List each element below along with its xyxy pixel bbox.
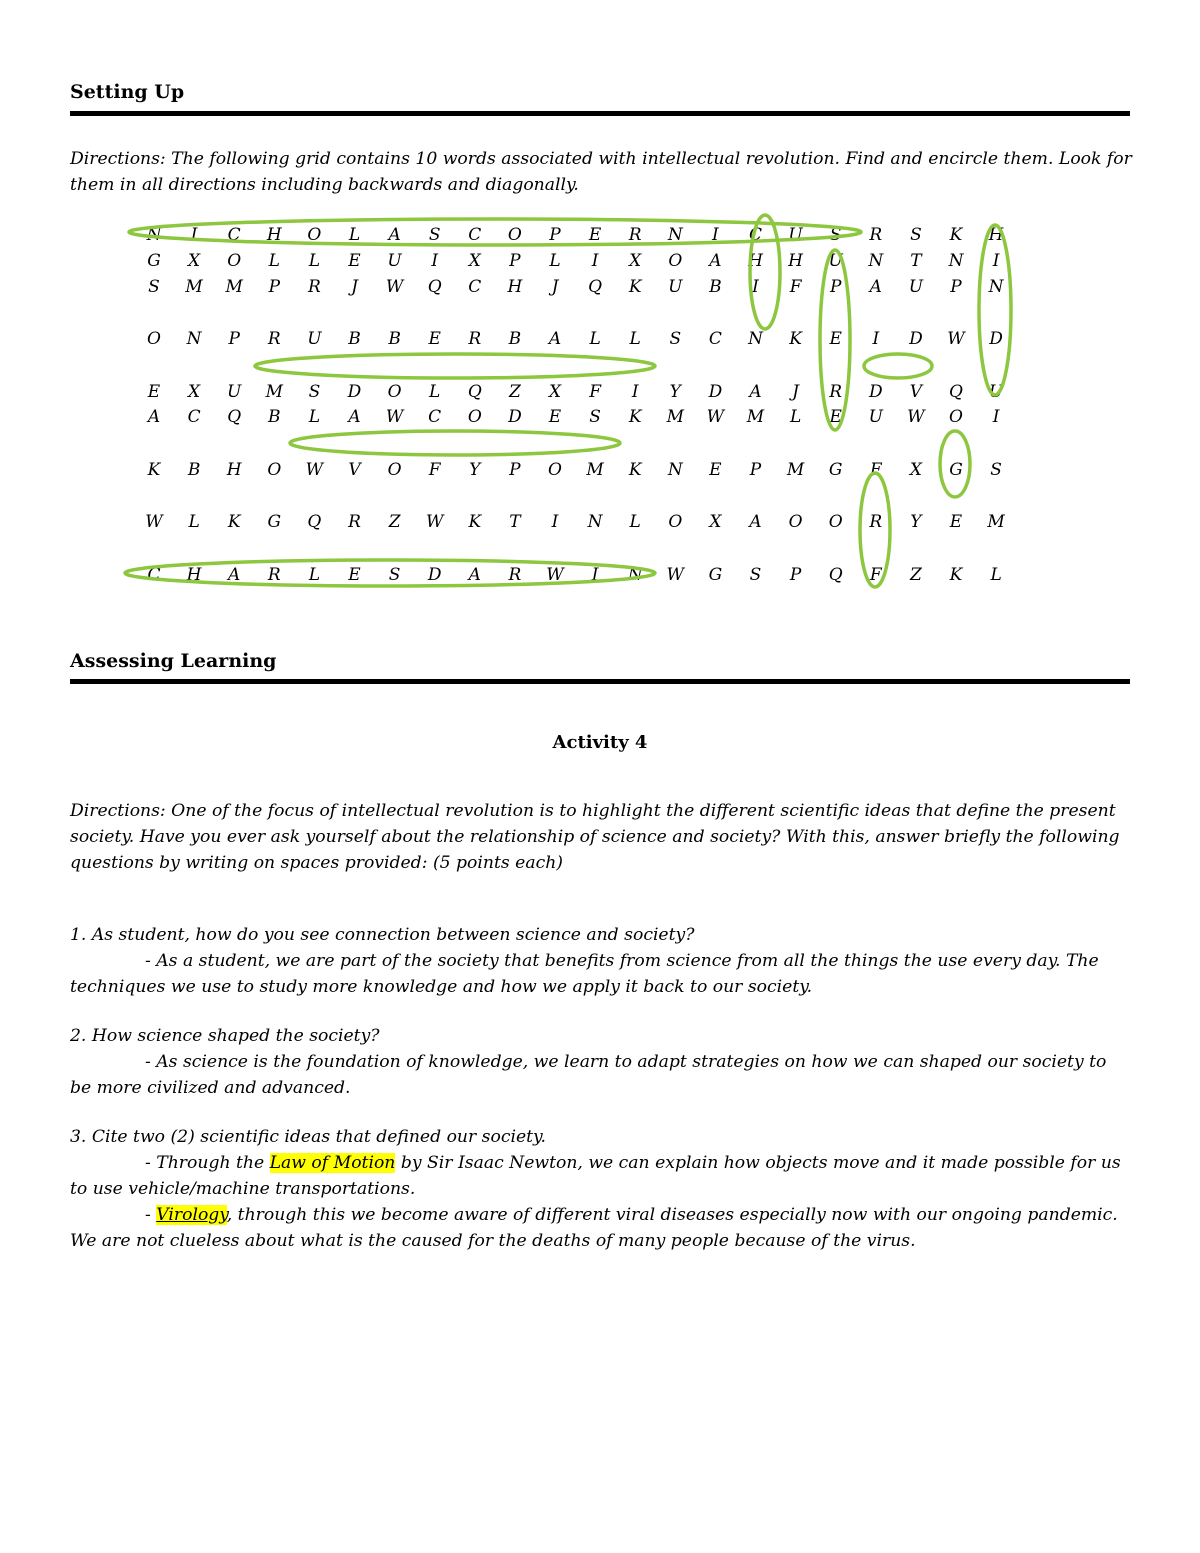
grid-letter: O [949, 407, 963, 427]
circle-id [864, 354, 932, 378]
grid-letter: R [307, 277, 321, 297]
grid-letter: X [629, 251, 642, 271]
grid-letter: P [829, 277, 842, 297]
grid-letter: W [947, 329, 965, 349]
grid-letter: X [468, 251, 481, 271]
grid-letter: S [428, 225, 441, 245]
question-text: 1. As student, how do you see connection between science and society? [70, 925, 695, 945]
grid-letter: I [591, 565, 599, 585]
grid-letter: F [869, 565, 882, 585]
grid-letter: K [147, 460, 161, 480]
grid-letter: O [828, 512, 843, 532]
grid-letter: V [348, 460, 361, 480]
grid-letter: I [992, 251, 1000, 271]
grid-letter: L [268, 251, 280, 271]
grid-letter: R [508, 565, 522, 585]
grid-letter: L [308, 565, 321, 585]
grid-letter: W [546, 565, 564, 585]
grid-letter: I [872, 329, 880, 349]
section-title-assessing-learning: Assessing Learning [70, 650, 277, 672]
grid-letter: W [907, 407, 925, 427]
grid-letter: S [589, 407, 601, 427]
grid-letter: P [228, 329, 240, 349]
grid-letter: H [988, 225, 1004, 245]
grid-letter: F [869, 460, 882, 480]
section-title-setting-up: Setting Up [70, 81, 185, 103]
grid-letter: C [227, 225, 241, 245]
grid-letter: O [507, 225, 522, 245]
grid-letter: E [147, 382, 161, 402]
grid-letter: D [347, 382, 362, 402]
grid-letter: B [709, 277, 722, 297]
grid-letter: D [508, 407, 522, 427]
grid-letter: L [308, 251, 321, 271]
grid-letter: U [988, 382, 1004, 402]
grid-letter: D [909, 329, 923, 349]
grid-letter: L [629, 329, 641, 349]
answer-rest: by Sir Isaac Newton, we can explain how objects move and it made possible for us to use vehicle/machine transportations. [70, 1153, 1121, 1199]
grid-letter: P [549, 225, 561, 245]
grid-letter: K [789, 329, 802, 349]
highlighted-term: Law of Motion [269, 1153, 396, 1173]
grid-letter: O [147, 329, 161, 349]
grid-letter: A [749, 512, 762, 532]
grid-letter: M [666, 407, 684, 427]
grid-letter: L [589, 329, 601, 349]
grid-letter: E [348, 251, 361, 271]
grid-letter: A [388, 225, 401, 245]
grid-letter: P [950, 277, 962, 297]
grid-letter: N [627, 565, 643, 585]
grid-letter: W [385, 277, 404, 297]
grid-letter: A [228, 565, 241, 585]
grid-letter: I [752, 277, 759, 297]
grid-letter: R [829, 382, 843, 402]
grid-letter: F [428, 460, 441, 480]
grid-letter: J [792, 382, 799, 402]
grid-letter: O [227, 251, 242, 271]
grid-letter: Q [588, 277, 603, 297]
grid-letter: B [187, 460, 201, 480]
grid-letter: H [266, 225, 282, 245]
grid-letter: D [708, 382, 723, 402]
grid-letter: Z [388, 512, 401, 532]
grid-letter: B [268, 407, 281, 427]
circle-charlesdarwin [125, 560, 655, 586]
grid-letter: X [548, 382, 562, 402]
grid-letter: R [628, 225, 642, 245]
grid-letter: B [508, 329, 522, 349]
grid-letter: J [551, 277, 559, 297]
activity-directions [70, 798, 1132, 876]
grid-letter: Q [427, 277, 442, 297]
grid-letter: M [987, 512, 1005, 532]
grid-letter: U [668, 277, 683, 297]
grid-letter: P [509, 460, 521, 480]
circle-rf [860, 473, 890, 587]
grid-letter: C [468, 225, 482, 245]
answer-text: - As science is the foundation of knowledge, we learn to adapt strategies on how we can shaped our society to be more civilized and advanced. [70, 1052, 1107, 1098]
grid-letter: M [265, 382, 283, 402]
question-text: 2. How science shaped the society? [70, 1026, 380, 1046]
section-rule [70, 679, 1130, 684]
grid-letter: I [992, 407, 1000, 427]
grid-letter: E [829, 329, 842, 349]
grid-letter: C [428, 407, 442, 427]
circle-lawcodes [290, 431, 620, 455]
grid-letter: Q [227, 407, 242, 427]
grid-letter: U [227, 382, 242, 402]
grid-letter: K [628, 407, 642, 427]
grid-letter: M [185, 277, 203, 297]
grid-letter: L [549, 251, 561, 271]
grid-letter: O [267, 460, 282, 480]
grid-letter: Q [828, 565, 843, 585]
grid-letter: S [669, 329, 682, 349]
grid-letter: R [267, 329, 281, 349]
grid-letter: K [468, 512, 482, 532]
grid-letter: O [548, 460, 562, 480]
grid-letter: M [586, 460, 604, 480]
grid-letter: U [868, 407, 883, 427]
grid-letter: E [949, 512, 963, 532]
grid-letter: L [188, 512, 200, 532]
grid-letter: I [551, 512, 559, 532]
grid-letter: H [507, 277, 523, 297]
grid-letter: N [186, 329, 202, 349]
grid-letter: O [467, 407, 482, 427]
grid-letter: I [712, 225, 719, 245]
grid-letter: C [187, 407, 201, 427]
grid-letter: N [988, 277, 1004, 297]
grid-letter: L [308, 407, 321, 427]
grid-letter: I [431, 251, 439, 271]
grid-letter: B [388, 329, 401, 349]
grid-letter: Q [949, 382, 963, 402]
grid-letter: X [188, 382, 201, 402]
grid-letter: S [910, 225, 922, 245]
grid-letter: A [749, 382, 762, 402]
answer-text: - As a student, we are part of the society that benefits from science from all the things the use every day. The techniques we use to study more knowledge and how we apply it back to our society. [70, 951, 1099, 997]
activity-directions-text: Directions: One of the focus of intellectual revolution is to highlight the different scientific ideas that define the present society. Have you ever ask yourself about the relationship of science and society? With this, answer briefly the following questions by writing on spaces provided: (5 points each) [70, 801, 1120, 873]
grid-letter: P [749, 460, 762, 480]
grid-letter: J [351, 277, 358, 297]
grid-letter: U [387, 251, 402, 271]
grid-letter: N [146, 225, 162, 245]
grid-letter: C [748, 225, 762, 245]
grid-letter: F [589, 382, 601, 402]
grid-letter: C [468, 277, 482, 297]
grid-letter: E [348, 565, 361, 585]
grid-letter: W [385, 407, 404, 427]
grid-letter: U [828, 251, 843, 271]
grid-letter: R [267, 565, 281, 585]
grid-letter: D [989, 329, 1003, 349]
grid-letter: R [348, 512, 361, 532]
grid-letter: Y [910, 512, 922, 532]
grid-letter: A [709, 251, 722, 271]
grid-letter: A [147, 407, 161, 427]
answer-prefix: - [145, 1205, 157, 1225]
grid-letter: H [788, 251, 803, 271]
grid-letter: R [468, 329, 482, 349]
word-search-circles [0, 0, 1200, 620]
grid-letter: H [748, 251, 763, 271]
grid-letter: Y [669, 382, 681, 402]
grid-letter: G [267, 512, 282, 532]
grid-letter: P [509, 251, 521, 271]
grid-letter: Q [307, 512, 322, 532]
grid-letter: O [668, 512, 683, 532]
grid-letter: B [348, 329, 361, 349]
question-3 [70, 1124, 1132, 1254]
grid-letter: M [225, 277, 243, 297]
grid-letter: H [186, 565, 202, 585]
circle-hipparchus-col [750, 215, 780, 329]
grid-letter: M [746, 407, 765, 427]
grid-letter: O [668, 251, 683, 271]
activity-title: Activity 4 [552, 732, 648, 753]
grid-letter: A [869, 277, 882, 297]
answer-rest: , through this we become aware of different viral diseases especially now with our ongoing pandemic. We are not clueless about what is the caused for the deaths of many people because of the virus. [70, 1205, 1118, 1251]
grid-letter: N [948, 251, 964, 271]
grid-letter: Z [508, 382, 521, 402]
grid-letter: C [708, 329, 722, 349]
grid-letter: E [548, 407, 562, 427]
grid-letter: N [667, 460, 683, 480]
grid-letter: A [468, 565, 481, 585]
grid-letter: P [268, 277, 281, 297]
circle-hinduism [979, 225, 1011, 395]
grid-letter: Z [909, 565, 922, 585]
grid-letter: Q [467, 382, 482, 402]
grid-letter: E [709, 460, 722, 480]
grid-letter: D [868, 382, 883, 402]
grid-letter: M [786, 460, 805, 480]
grid-letter: L [348, 225, 361, 245]
grid-letter: A [548, 329, 562, 349]
grid-letter: O [788, 512, 803, 532]
grid-letter: U [788, 225, 803, 245]
grid-letter: K [949, 225, 963, 245]
grid-letter: W [706, 407, 725, 427]
grid-letter: W [666, 565, 685, 585]
grid-letter: L [789, 407, 802, 427]
grid-letter: E [588, 225, 602, 245]
highlighted-term: Virology [156, 1205, 227, 1225]
grid-letter: S [749, 565, 762, 585]
directions-text: Directions: The following grid contains 10 words associated with intellectual revolution. Find and encircle them. Look for them in all directions including backwards and diagonally. [70, 149, 1132, 195]
circle-rubberball [255, 354, 655, 378]
grid-letter: I [591, 251, 599, 271]
grid-letter: X [709, 512, 722, 532]
question-text: 3. Cite two (2) scientific ideas that defined our society. [70, 1127, 546, 1147]
grid-letter: N [587, 512, 603, 532]
grid-letter: K [628, 460, 642, 480]
grid-letter: K [227, 512, 241, 532]
grid-letter: E [428, 329, 441, 349]
grid-letter: K [949, 565, 963, 585]
grid-letter: S [308, 382, 321, 402]
grid-letter: X [909, 460, 922, 480]
grid-letter: H [226, 460, 242, 480]
grid-letter: R [869, 225, 883, 245]
grid-letter: G [708, 565, 723, 585]
grid-letter: N [748, 329, 763, 349]
grid-letter: G [949, 460, 963, 480]
grid-letter: I [631, 382, 639, 402]
grid-letter: O [307, 225, 322, 245]
grid-letter: O [387, 460, 402, 480]
grid-letter: C [147, 565, 161, 585]
grid-letter: S [990, 460, 1002, 480]
grid-letter: G [828, 460, 843, 480]
grid-letter: O [387, 382, 402, 402]
grid-letter: T [509, 512, 521, 532]
grid-letter: R [869, 512, 883, 532]
grid-letter: S [388, 565, 401, 585]
grid-letter: T [910, 251, 922, 271]
circle-superego [820, 250, 850, 430]
grid-letter: P [789, 565, 802, 585]
grid-letter: W [305, 460, 324, 480]
grid-letter: N [868, 251, 884, 271]
grid-letter: D [427, 565, 442, 585]
grid-letter: K [628, 277, 642, 297]
grid-letter: F [789, 277, 802, 297]
question-2 [70, 1023, 1132, 1101]
grid-letter: W [425, 512, 444, 532]
question-1 [70, 922, 1132, 1000]
grid-letter: S [829, 225, 842, 245]
answer-text [70, 1202, 1132, 1254]
grid-letter: E [829, 407, 842, 427]
grid-letter: N [667, 225, 683, 245]
grid-letter: V [909, 382, 923, 402]
grid-letter: U [908, 277, 924, 297]
grid-letter: Y [469, 460, 481, 480]
grid-letter: G [147, 251, 161, 271]
grid-letter: I [190, 225, 198, 245]
grid-letter: L [990, 565, 1002, 585]
grid-letter: L [629, 512, 641, 532]
grid-letter: A [348, 407, 361, 427]
grid-letter: S [148, 277, 160, 297]
answer-text [70, 1150, 1132, 1202]
answer-prefix: - Through the [145, 1153, 270, 1173]
grid-letter: W [145, 512, 163, 532]
grid-letter: X [188, 251, 201, 271]
grid-letter: U [307, 329, 322, 349]
circle-g [940, 431, 970, 497]
grid-letter: L [429, 382, 441, 402]
